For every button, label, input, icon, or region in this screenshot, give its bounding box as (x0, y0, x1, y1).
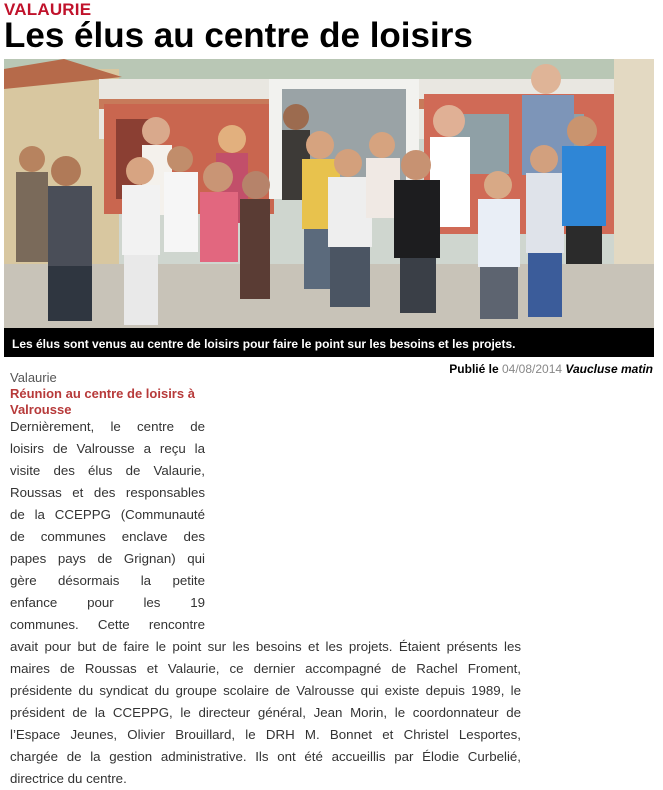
article-subtitle: Réunion au centre de loisirs à Valrousse (10, 386, 195, 417)
publication-line (449, 362, 653, 376)
publication-source: Vaucluse matin (565, 362, 653, 376)
article-line: visite des élus de Valaurie, (10, 463, 205, 478)
article-line: l’Espace Jeunes, Olivier Brouillard, le DRH M. Bonnet et Christel Lesportes, (10, 727, 521, 742)
published-date: 04/08/2014 (502, 362, 563, 376)
photo-caption-bar (4, 328, 654, 357)
article-line: loisirs de Valrousse a reçu la (10, 441, 205, 456)
article-line: chargée de la gestion administrative. Ils ont été accueillis par Élodie Curbelié, (10, 749, 521, 764)
photo-caption: Les élus sont venus au centre de loisirs pour faire le point sur les besoins et les projets. (12, 337, 516, 351)
article-line: de la CCEPPG (Communauté (10, 507, 205, 522)
article-line: Roussas et des responsables (10, 485, 205, 500)
article-headline: Les élus au centre de loisirs (4, 16, 473, 55)
article-line: gère désormais la petite (10, 573, 205, 588)
article-line: présidente du syndicat du groupe scolaire de Valrousse qui existe depuis 1989, le (10, 683, 521, 698)
article-line: maires de Roussas et Valaurie, ce dernier accompagné de Rachel Froment, (10, 661, 521, 676)
article-line: communes. Cette rencontre (10, 617, 205, 632)
article-line: papes pays de Grignan) qui (10, 551, 205, 566)
article-line: président de la CCEPPG, le directeur général, Jean Morin, le coordonnateur de (10, 705, 521, 720)
group-photo (4, 59, 654, 328)
article-line: Dernièrement, le centre de (10, 419, 205, 434)
article-line: enfance pour les 19 (10, 595, 205, 610)
article-line: avait pour but de faire le point sur les besoins et les projets. Étaient présents les (10, 639, 521, 654)
article-line: directrice du centre. (10, 771, 127, 786)
article-kicker: Valaurie (10, 370, 57, 385)
article-line: de communes enclave des (10, 529, 205, 544)
published-label: Publié le (449, 362, 499, 376)
section-label: VALAURIE (4, 0, 92, 19)
